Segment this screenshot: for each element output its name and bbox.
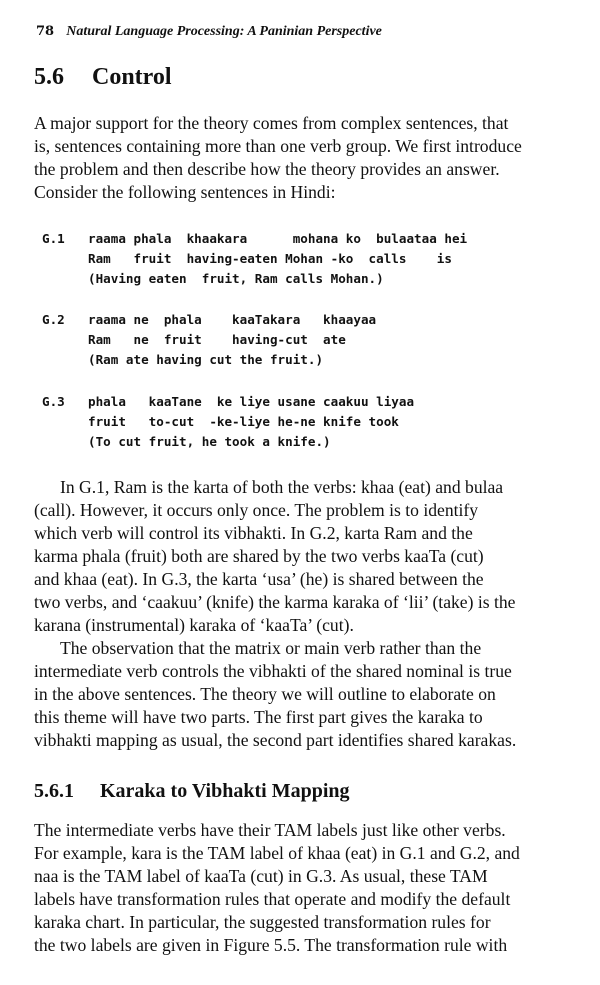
section-heading [34, 64, 172, 91]
page-number: 78 [36, 24, 55, 39]
para3-line: vibhakti mapping as usual, the second part identifies shared karakas. [34, 730, 517, 750]
para1-line: A major support for the theory comes from complex sentences, that [34, 113, 509, 133]
para4-line: karaka chart. In particular, the suggested transformation rules for [34, 912, 491, 932]
example-line: phala kaaTane ke liye usane caakuu liyaa [88, 394, 415, 409]
example-line: Ram ne fruit having-cut ate [88, 332, 346, 347]
example-label: G.3 [42, 394, 65, 409]
example-line: (Having eaten fruit, Ram calls Mohan.) [88, 271, 384, 286]
para4-line: the two labels are given in Figure 5.5. The transformation rule with [34, 935, 508, 955]
example-label: G.2 [42, 312, 65, 327]
running-header [36, 24, 382, 40]
example-line: raama ne phala kaaTakara khaayaa [88, 312, 377, 327]
subsection-title: Karaka to Vibhakti Mapping [100, 780, 350, 802]
section-title: Control [92, 64, 172, 90]
para4-line: labels have transformation rules that operate and modify the default [34, 889, 511, 909]
example-line: (To cut fruit, he took a knife.) [88, 434, 331, 449]
para3-line: this theme will have two parts. The first part gives the karaka to [34, 707, 483, 727]
para2-line: (call). However, it occurs only once. The problem is to identify [34, 500, 479, 520]
para2-line: karma phala (fruit) both are shared by the two verbs kaaTa (cut) [34, 546, 484, 566]
section-number: 5.6 [34, 64, 64, 90]
subsection-number: 5.6.1 [34, 780, 74, 802]
subsection-heading [34, 780, 350, 803]
para2-line: In G.1, Ram is the karta of both the verbs: khaa (eat) and bulaa [60, 477, 504, 497]
example-line: raama phala khaakara mohana ko bulaataa hei [88, 231, 468, 246]
book-title: Natural Language Processing: A Paninian Perspective [66, 24, 382, 39]
para4-line: The intermediate verbs have their TAM labels just like other verbs. [34, 820, 506, 840]
para4-line: naa is the TAM label of kaaTa (cut) in G.3. As usual, these TAM [34, 866, 488, 886]
para3-line: in the above sentences. The theory we will outline to elaborate on [34, 684, 496, 704]
para2-line: karana (instrumental) karaka of ‘kaaTa’ (cut). [34, 615, 354, 635]
example-line: (Ram ate having cut the fruit.) [88, 352, 324, 367]
para3-line: The observation that the matrix or main verb rather than the [60, 638, 482, 658]
example-line: Ram fruit having-eaten Mohan -ko calls is [88, 251, 452, 266]
para1-line: is, sentences containing more than one verb group. We first introduce [34, 136, 522, 156]
para2-line: and khaa (eat). In G.3, the karta ‘usa’ (he) is shared between the [34, 569, 484, 589]
para4-line: For example, kara is the TAM label of khaa (eat) in G.1 and G.2, and [34, 843, 520, 863]
para1-line: the problem and then describe how the theory provides an answer. [34, 159, 500, 179]
para1-line: Consider the following sentences in Hindi: [34, 182, 336, 202]
para2-line: two verbs, and ‘caakuu’ (knife) the karma karaka of ‘lii’ (take) is the [34, 592, 516, 612]
para2-line: which verb will control its vibhakti. In G.2, karta Ram and the [34, 523, 473, 543]
example-line: fruit to-cut -ke-liye he-ne knife took [88, 414, 399, 429]
example-label: G.1 [42, 231, 65, 246]
para3-line: intermediate verb controls the vibhakti of the shared nominal is true [34, 661, 512, 681]
